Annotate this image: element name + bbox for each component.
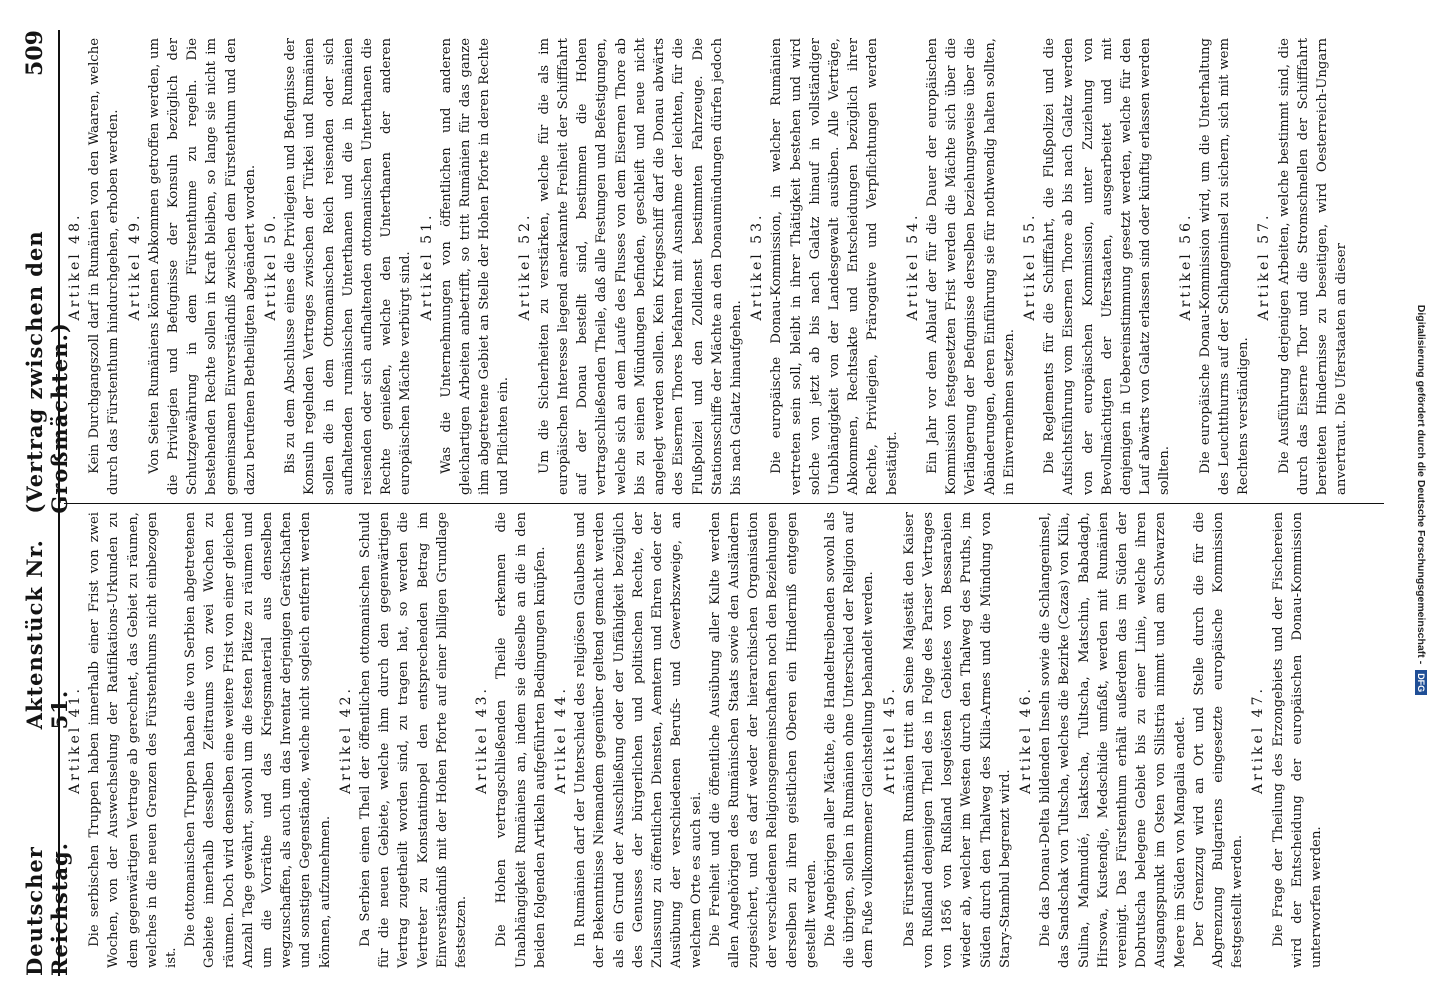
article-heading: Artikel 41. bbox=[67, 686, 83, 794]
rotated-document-page bbox=[16, 18, 1392, 988]
article-heading: Artikel 42. bbox=[337, 686, 354, 794]
article-heading: Artikel 45. bbox=[881, 686, 898, 794]
article-paragraph: Die europäische Donau-Kommission, in welcher Rumänien vertreten sein soll, bleibt in ihrer Thätigkeit bestehen und wird solche von jetzt ab bis nach Galatz hinauf in vollständiger Unabhängigkeit von der Landesgewalt ausüben. Alle Verträge, Abkommen, Rechtsakte und Entscheidungen bezüglich ihrer Rechte, Privilegien, Prärogative und Verpflichtungen werden bestätigt. bbox=[769, 38, 900, 495]
article-heading: Artikel 46. bbox=[1017, 686, 1034, 794]
article-paragraph: Die serbischen Truppen haben innerhalb einer Frist von zwei Wochen, von der Auswechselung der Ratifikations-Urkunden zu dem gegenwärtigen Vertrage ab gerechnet, das Gebiet zu räumen, welches in die neuen Grenzen des Fürstenthums nicht einbezogen ist. bbox=[87, 512, 180, 968]
article-heading: Artikel 55. bbox=[1021, 212, 1038, 321]
article-paragraph: Was die Unternehmungen von öffentlichen und anderen gleichartigen Arbeiten anbetrifft, so tritt Rumänien für das ganze ihm abgetretene Gebiet an Stelle der Hohen Pforte in deren Rechte und Pflichten ein. bbox=[438, 38, 512, 495]
page-number: 509 bbox=[22, 30, 48, 76]
article-heading: Artikel 44. bbox=[553, 686, 570, 794]
article-heading: Artikel 53. bbox=[749, 212, 766, 321]
article-paragraph: Die Angehörigen aller Mächte, die Handeltreibenden sowohl als die übrigen, sollen in Rumänien ohne Unterschied der Religion auf dem Fuße vollkommener Gleichstellung behandelt werden. bbox=[822, 512, 877, 968]
article-paragraph: Die europäische Donau-Kommission wird, um die Unterhaltung des Leuchtthurms auf der Schlangeninsel zu sichern, sich mit wem Rechtens verständigen. bbox=[1197, 38, 1252, 495]
dfg-logo: DFG bbox=[1415, 670, 1427, 695]
running-head bbox=[22, 30, 72, 976]
article-paragraph: Die Hohen vertragschließenden Theile erkennen die Unabhängigkeit Rumäniens an, indem sie dieselbe an die in den beiden folgenden Artikeln aufgeführten Bedingungen knüpfen. bbox=[494, 512, 548, 968]
article-heading: Artikel 57. bbox=[1256, 212, 1273, 321]
running-head-title: (Vertrag zwischen den Großmächten.) bbox=[22, 230, 72, 514]
article-heading: Artikel 43. bbox=[474, 686, 491, 794]
article-heading: Artikel 47. bbox=[1250, 686, 1267, 794]
article-heading: Artikel 51. bbox=[418, 212, 435, 321]
article-paragraph: Um die Sicherheiten zu verstärken, welche für die als im europäischen Interesse liegend anerkannte Freiheit der Schifffahrt auf der Donau bestellt sind, bestimmen die Hohen vertragschließenden Theile, daß alle Festungen und Befestigungen, welche sich an dem Laufe des Flusses von dem Eisernen Thore ab bis zu seinen Mündungen befinden, geschleift und neue nicht angelegt werden sollen. Kein Kriegsschiff darf die Donau abwärts des Eisernen Thores befahren mit Ausnahme der leichten, für die Flußpolizei und den Zolldienst bestimmten Fahrzeuge. Die Stationsschiffe der Mächte an den Donaumündungen dürfen jedoch bis nach Galatz hinaufgehen. bbox=[536, 38, 744, 495]
article-paragraph: Der Grenzzug wird an Ort und Stelle durch die für die Abgrenzung Bulgariens eingesetzte europäische Kommission festgestellt werden. bbox=[1191, 512, 1246, 968]
article-heading: Artikel 54. bbox=[904, 212, 921, 321]
article-paragraph: Die Reglements für die Schifffahrt, die Flußpolizei und die Aufsichtsführung vom Eisernen Thore ab bis nach Galatz werden von der europäischen Kommission, unter Zuziehung von Bevollmächtigten der Uferstaaten, ausgearbeitet und mit denjenigen in Uebereinstimmung gesetzt werden, welche für den Lauf abwärts von Galatz erlassen sind oder künftig erlassen werden sollten. bbox=[1042, 38, 1173, 495]
text-columns bbox=[64, 30, 1384, 976]
article-paragraph: Das Fürstenthum Rumänien tritt an Seine Majestät den Kaiser von Rußland denjenigen Theil des in Folge des Pariser Vertrages von 1856 von Rußland losgelösten Gebietes von Bessarabien wieder ab, welcher im Westen durch den Thalweg des Pruths, im Süden durch den Thalweg des Kilia-Armes und die Mündung von Stary-Stambul begrenzt wird. bbox=[901, 512, 1013, 968]
article-heading: Artikel 56. bbox=[1177, 212, 1194, 321]
article-heading: Artikel 52. bbox=[516, 212, 533, 321]
article-heading: Artikel 49. bbox=[126, 212, 143, 321]
digitization-stamp bbox=[1411, 4, 1431, 996]
article-paragraph: Die Frage der Theilung des Erzongebiets und der Fischereien wird der Entscheidung der europäischen Donau-Kommission unterworfen werden. bbox=[1270, 512, 1324, 968]
article-paragraph: In Rumänien darf der Unterschied des religiösen Glaubens und der Bekenntnisse Niemandem gegenüber geltend gemacht werden als ein Grund der Ausschließung oder der Unfähigkeit bezüglich des Genusses der bürgerlichen und politischen Rechte, der Zulassung zu öffentlichen Diensten, Aemtern und Ehren oder der Ausübung der verschiedenen Berufs- und Gewerbszweige, an welchem Orte es auch sei. bbox=[573, 512, 704, 968]
article-heading: Artikel 48. bbox=[67, 212, 83, 321]
document-number: Aktenstück Nr. 51. bbox=[22, 539, 72, 730]
right-column bbox=[64, 30, 1384, 503]
article-paragraph: Die Freiheit und die öffentliche Ausübung aller Kulte werden allen Angehörigen des Rumänischen Staats sowie den Ausländern zugesichert, und es darf weder der hierarchischen Organisation der verschiedenen Religionsgemeinschaften noch den Beziehungen derselben zu ihren geistlichen Oberen ein Hinderniß entgegen gestellt werden. bbox=[707, 512, 819, 968]
left-column bbox=[64, 503, 1384, 976]
article-paragraph: Kein Durchgangszoll darf in Rumänien von den Waaren, welche durch das Fürstenthum hindurchgehen, erhoben werden. bbox=[87, 38, 122, 495]
article-paragraph: Die Ausführung derjenigen Arbeiten, welche bestimmt sind, die durch das Eiserne Thor und die Stromschnellen der Schifffahrt bereiteten Hindernisse zu beseitigen, wird Oesterreich-Ungarn anvertraut. Die Uferstaaten an dieser bbox=[1276, 38, 1350, 495]
stamp-text: Digitalisierung gefördert durch die Deutsche Forschungsgemeinschaft - bbox=[1415, 304, 1427, 665]
running-head-left: Deutscher Reichstag. bbox=[22, 842, 72, 976]
article-heading: Artikel 50. bbox=[263, 212, 280, 321]
article-paragraph: Bis zu dem Abschlusse eines die Privilegien und Befugnisse der Konsuln regelnden Vertrages zwischen der Türkei und Rumänien sollen die in dem Ottomanischen Reich reisenden oder sich aufhaltenden rumänischen Unterthanen und die in Rumänien reisenden oder sich aufhaltenden ottomanischen Unterthanen die Rechte genießen, welche den Unterthanen der anderen europäischen Mächte verbürgt sind. bbox=[283, 38, 414, 495]
article-paragraph: Die das Donau-Delta bildenden Inseln sowie die Schlangeninsel, das Sandschak von Tultscha, welches die Bezirke (Cazas) von Kilia, Sulina, Mahmudié, Isaktscha, Tultscha, Matschin, Babadagh, Hirsowa, Kustendje, Medschidie umfaßt, werden mit Rumänien vereinigt. Das Fürstenthum erhält außerdem das im Süden der Dobrutscha belegene Gebiet bis zu einer Linie, welche ihren Ausgangspunkt im Osten von Silistria nimmt und am Schwarzen Meere im Süden von Mangalia endet. bbox=[1038, 512, 1188, 968]
article-paragraph: Die ottomanischen Truppen haben die von Serbien abgetretenen Gebiete innerhalb desselben Zeitraums von zwei Wochen zu räumen. Doch wird denselben eine weitere Frist von einer gleichen Anzahl Tage gewährt, sowohl um die festen Plätze zu räumen und um die Vorräthe und das Kriegsmaterial aus denselben wegzuschaffen, als auch um das Inventar derjenigen Gerätschaften und sonstigen Gegenstände, welche nicht sogleich entfernt werden können, aufzunehmen. bbox=[183, 512, 333, 968]
article-paragraph: Da Serbien einen Theil der öffentlichen ottomanischen Schuld für die neuen Gebiete, welche ihm durch den gegenwärtigen Vertrag zugetheilt worden sind, zu tragen hat, so werden die Vertreter zu Konstantinopel den entsprechenden Betrag im Einverständniß mit der Hohen Pforte auf einer billigen Grundlage festsetzen. bbox=[358, 512, 470, 968]
article-paragraph: Von Seiten Rumäniens können Abkommen getroffen werden, um die Privilegien und Befugnisse der Konsuln bezüglich der Schutzgewährung in dem Fürstenthume zu regeln. Die bestehenden Rechte sollen in Kraft bleiben, so lange sie nicht im gemeinsamen Einverständniß zwischen dem Fürstenthum und den dazu berufenen Betheiligten abgeändert worden. bbox=[146, 38, 258, 495]
article-paragraph: Ein Jahr vor dem Ablauf der für die Dauer der europäischen Kommission festgesetzten Frist werden die Mächte sich über die Verlängerung der Befugnisse derselben beziehungsweise über die Abänderungen, deren Einführung sie für nothwendig halten sollten, in Einvernehmen setzen. bbox=[924, 38, 1017, 495]
